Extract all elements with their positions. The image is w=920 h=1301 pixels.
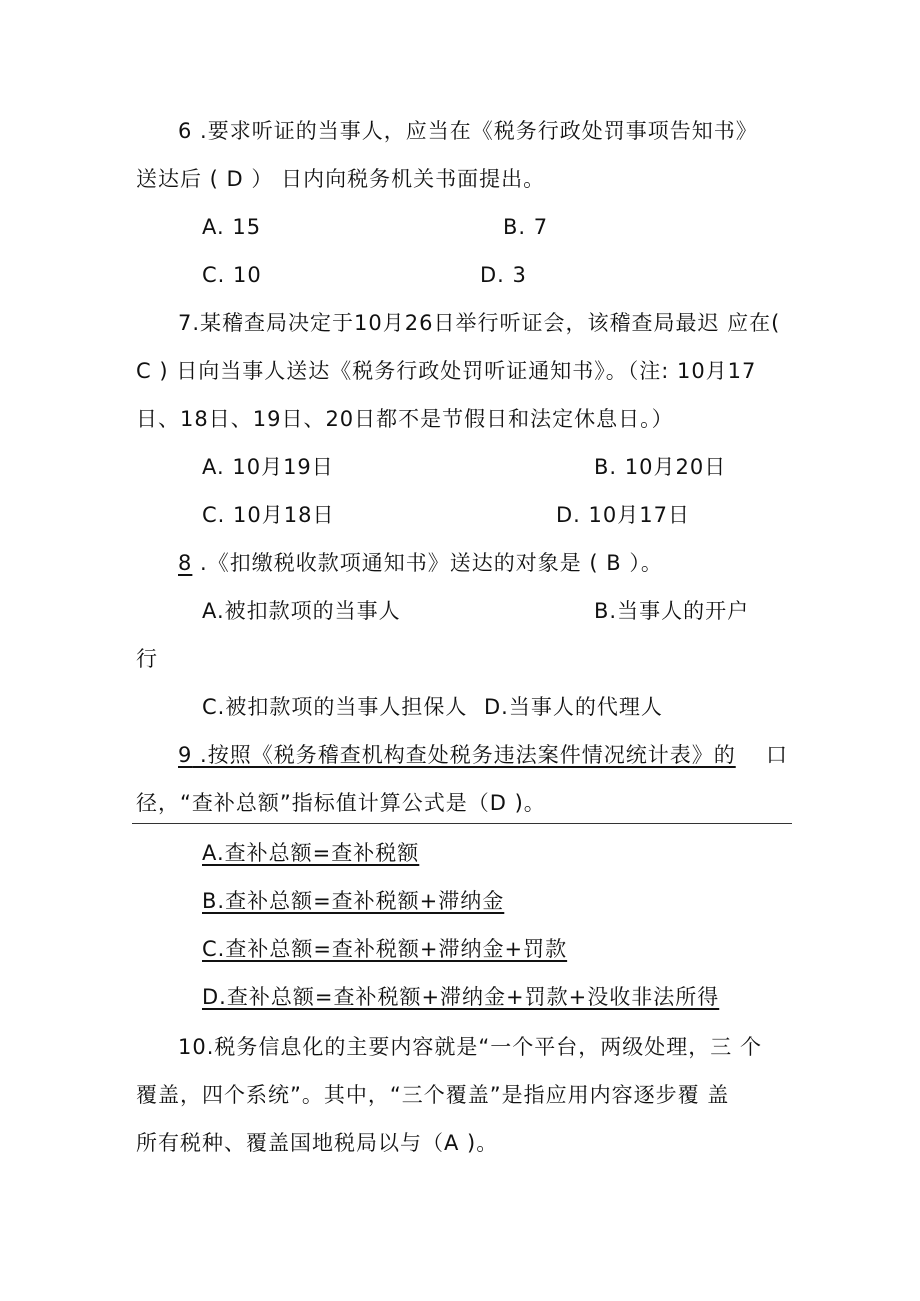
q7-option-c: C. 10月18日 bbox=[202, 503, 335, 527]
q10-line-3: 所有税种、覆盖国地税局以与（A )。 bbox=[136, 1131, 499, 1155]
q9-number: 9 bbox=[178, 743, 193, 767]
q7-option-b: B. 10月20日 bbox=[594, 455, 727, 479]
q9-option-d: D.查补总额=查补税额+滞纳金+罚款+没收非法所得 bbox=[202, 985, 720, 1009]
q10-line-2: 覆盖，四个系统”。其中，“三个覆盖”是指应用内容逐步覆 盖 bbox=[136, 1083, 730, 1107]
q9-line-1-tail: 口 bbox=[766, 743, 788, 767]
q7-line-3: 日、18日、19日、20日都不是节假日和法定休息日。） bbox=[136, 407, 674, 431]
q7-line-1: 7.某稽查局决定于10月26日举行听证会，该稽查局最迟 应在( bbox=[178, 311, 781, 335]
q7-option-a: A. 10月19日 bbox=[202, 455, 334, 479]
q6-option-b: B. 7 bbox=[503, 215, 549, 239]
q8-option-a: A.被扣款项的当事人 bbox=[202, 599, 401, 623]
q10-line-1: 10.税务信息化的主要内容就是“一个平台，两级处理，三 个 bbox=[178, 1035, 762, 1059]
q8-option-b: B.当事人的开户 bbox=[594, 599, 750, 623]
q8-line-1 bbox=[178, 553, 663, 574]
q6-option-c: C. 10 bbox=[202, 263, 262, 287]
q9-option-b: B.查补总额=查补税额+滞纳金 bbox=[202, 889, 505, 913]
q8-option-d: D.当事人的代理人 bbox=[484, 695, 663, 719]
q7-option-d: D. 10月17日 bbox=[556, 503, 690, 527]
q9-text: .按照《税务稽查机构查处税务违法案件情况统计表》的 bbox=[192, 743, 736, 767]
q8-number: 8 bbox=[178, 551, 193, 575]
q7-line-2: C ) 日向当事人送达《税务行政处罚听证通知书》。（注: 10月17 bbox=[136, 359, 757, 383]
q8-option-c: C.被扣款项的当事人担保人 bbox=[202, 695, 468, 719]
section-divider bbox=[132, 823, 792, 824]
q6-line-2: 送达后 ( D ） 日内向税务机关书面提出。 bbox=[136, 167, 546, 191]
q8-text: .《扣缴税收款项通知书》送达的对象是 ( B ）。 bbox=[192, 551, 663, 575]
q9-line-1 bbox=[178, 745, 736, 766]
q6-option-a: A. 15 bbox=[202, 215, 262, 239]
q6-option-d: D. 3 bbox=[480, 263, 527, 287]
q8-option-b-wrap: 行 bbox=[136, 647, 158, 671]
q6-line-1: 6 .要求听证的当事人，应当在《税务行政处罚事项告知书》 bbox=[178, 119, 758, 143]
q9-option-c: C.查补总额=查补税额+滞纳金+罚款 bbox=[202, 937, 568, 961]
q9-line-2: 径，“查补总额”指标值计算公式是（D )。 bbox=[136, 791, 546, 815]
q9-option-a: A.查补总额=查补税额 bbox=[202, 841, 420, 865]
